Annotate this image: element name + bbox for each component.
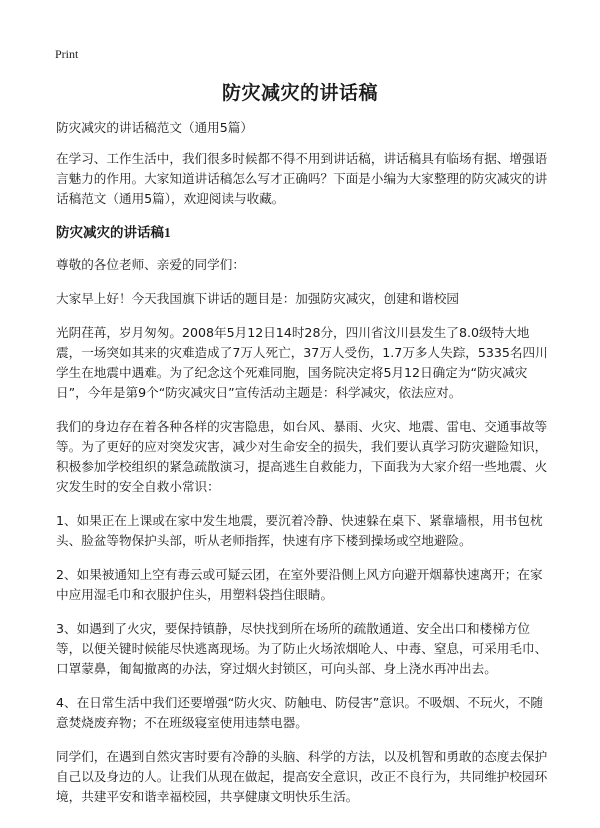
closing-paragraph: 同学们，在遇到自然灾害时要有冷静的头脑、科学的方法，以及机智和勇敢的态度去保护自己以及身边的人。让我们从现在做起，提高安全意识，改正不良行为，共同维护校园环境，共建平安和谐幸福校园，共享健康文明快乐生活。	[56, 749, 548, 804]
hazards-paragraph: 我们的身边存在着各种各样的灾害隐患，如台风、暴雨、火灾、地震、雷电、交通事故等等。为了更好的应对突发灾害，减少对生命安全的损失，我们要认真学习防灾避险知识，积极参加学校组织的紧急疏散演习，提高逃生自救能力，下面我为大家介绍一些地震、火灾发生时的安全自救小常识：	[56, 419, 548, 494]
greeting-paragraph: 大家早上好！今天我国旗下讲话的题目是：加强防灾减灾，创建和谐校园	[56, 291, 459, 306]
document-subtitle: 防灾减灾的讲话稿范文（通用5篇）	[56, 120, 253, 135]
print-link[interactable]: Print	[55, 47, 79, 61]
intro-paragraph: 在学习、工作生活中，我们很多时候都不得不用到讲话稿，讲话稿具有临场有据、增强语言魅力的作用。大家知道讲话稿怎么写才正确吗？下面是小编为大家整理的防灾减灾的讲话稿范文（通用5篇），欢迎阅读与收藏。	[56, 151, 548, 206]
tip-earthquake-paragraph: 1、如果正在上课或在家中发生地震，要沉着冷静、快速躲在桌下、紧靠墙根，用书包枕头、脸盆等物保护头部，听从老师指挥，快速有序下楼到操场或空地避险。	[56, 513, 543, 548]
section-heading: 防灾减灾的讲话稿1	[56, 225, 171, 240]
tip-toxic-cloud-paragraph: 2、如果被通知上空有毒云或可疑云团，在室外要沿侧上风方向避开烟幕快速离开；在家中应用湿毛巾和衣服护住头，用塑料袋挡住眼睛。	[56, 567, 543, 602]
document-body	[56, 118, 552, 821]
page-title: 防灾减灾的讲话稿	[221, 82, 378, 104]
tip-fire-paragraph: 3、如遇到了火灾，要保持镇静，尽快找到所在场所的疏散通道、安全出口和楼梯方位等，以便关键时候能尽快逃离现场。为了防止火场浓烟呛人、中毒、窒息，可采用毛巾、口罩蒙鼻，匍匐撤离的办法，穿过烟火封锁区，可向头部、身上浇水再冲出去。	[56, 621, 548, 676]
background-paragraph: 光阴荏苒，岁月匆匆。2008年5月12日14时28分，四川省汶川县发生了8.0级特大地震，一场突如其来的灾难造成了7万人死亡，37万人受伤，1.7万多人失踪，5335名四川学生在地震中遇难。为了纪念这个死难同胞，国务院决定将5月12日确定为“防灾减灾日”，今年是第9个“防灾减灾日”宣传活动主题是：科学减灾，依法应对。	[56, 325, 548, 400]
salutation-paragraph: 尊敬的各位老师、亲爱的同学们：	[56, 257, 245, 272]
tip-daily-paragraph: 4、在日常生活中我们还要增强“防火灾、防触电、防侵害”意识。不吸烟、不玩火，不随意焚烧废弃物；不在班级寝室使用违禁电器。	[56, 695, 544, 730]
